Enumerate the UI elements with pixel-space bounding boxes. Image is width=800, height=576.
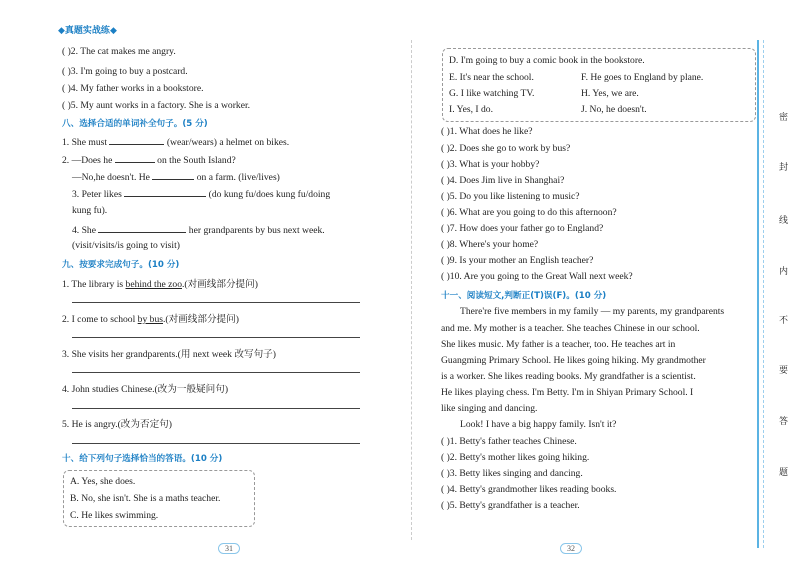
- q-item: ( )10. Are you going to the Great Wall next week?: [441, 271, 633, 282]
- q-item: ( )7. How does your father go to England?: [441, 223, 604, 234]
- s9-q1: [62, 276, 258, 290]
- s8-q2: [62, 153, 236, 166]
- s8-q2-text-c: —No,he doesn't. He: [72, 172, 150, 183]
- s8-q4-text-a: 4. She: [72, 225, 96, 236]
- margin-char: 不: [779, 316, 789, 326]
- margin-char: 答: [779, 417, 789, 427]
- s9-q3: 3. She visits her grandparents.(用 next week 改写句子): [62, 349, 276, 360]
- s8-q1-text-a: 1. She must: [62, 137, 108, 148]
- s8-q4-options: (visit/visits/is going to visit): [72, 240, 180, 251]
- tf-item: ( )2. Betty's mother likes going hiking.: [441, 452, 590, 463]
- s8-q3-text-a: 3. Peter likes: [72, 189, 122, 200]
- tf-item: ( )1. Betty's father teaches Chinese.: [441, 436, 577, 447]
- diamond-icon: ◆: [109, 26, 117, 36]
- passage-line: and me. My mother is a teacher. She teaches Chinese in our school.: [441, 323, 700, 334]
- passage-line: He likes playing chess. I'm Betty. I'm in Shiyan Primary School. I: [441, 387, 694, 398]
- s9-q4: 4. John studies Chinese.(改为一般疑问句): [62, 384, 229, 395]
- s8-q3-text-b: (do kung fu/does kung fu/doing: [208, 189, 331, 200]
- answer-line[interactable]: [72, 372, 360, 373]
- answer-line[interactable]: [72, 337, 360, 338]
- seal-dashed-line: [763, 40, 764, 548]
- option-j: J. No, he doesn't.: [581, 104, 647, 115]
- page-number-left: 31: [218, 543, 240, 554]
- section-header: [58, 23, 117, 36]
- option-i: I. Yes, I do.: [449, 104, 493, 115]
- answer-line[interactable]: [72, 443, 360, 444]
- option-a: A. Yes, she does.: [70, 476, 136, 487]
- tf-item: ( )5. Betty's grandfather is a teacher.: [441, 500, 580, 511]
- q-item: ( )2. Does she go to work by bus?: [441, 143, 571, 154]
- s9-q2-text-a: 2. I come to school: [62, 314, 138, 325]
- q-item: ( )9. Is your mother an English teacher?: [441, 255, 594, 266]
- tf-item: ( )3. Betty likes singing and dancing.: [441, 468, 583, 479]
- s8-q3-cont: kung fu).: [72, 205, 108, 216]
- option-f: F. He goes to England by plane.: [581, 72, 704, 83]
- passage-line: She likes music. My father is a teacher, too. He teaches art in: [441, 339, 676, 350]
- s8-q1-text-b: (wear/wears) a helmet on bikes.: [166, 137, 290, 148]
- s9-q5: 5. He is angry.(改为否定句): [62, 419, 172, 430]
- s8-q4: [72, 223, 325, 236]
- q-item: ( )6. What are you going to do this afternoon?: [441, 207, 617, 218]
- q-item: ( )5. Do you like listening to music?: [441, 191, 580, 202]
- passage-line: Guangming Primary School. He likes going hiking. My grandmother: [441, 355, 706, 366]
- option-e: E. It's near the school.: [449, 72, 534, 83]
- s9-q1-underlined: behind the zoo: [125, 279, 182, 290]
- answer-line[interactable]: [72, 408, 360, 409]
- s7-item-5: ( )5. My aunt works in a factory. She is a worker.: [62, 100, 251, 111]
- page-number-right: 32: [560, 543, 582, 554]
- seal-bar: [757, 40, 759, 548]
- s8-q4-text-b: her grandparents by bus next week.: [188, 225, 325, 236]
- answer-blank[interactable]: [98, 223, 186, 233]
- diamond-icon: ◆: [58, 26, 65, 36]
- q-item: ( )4. Does Jim live in Shanghai?: [441, 175, 565, 186]
- margin-char: 要: [779, 366, 789, 376]
- margin-char: 题: [779, 468, 789, 478]
- s7-item-4: ( )4. My father works in a bookstore.: [62, 83, 204, 94]
- q-item: ( )3. What is your hobby?: [441, 159, 540, 170]
- s8-q3: [72, 187, 330, 200]
- q-item: ( )8. Where's your home?: [441, 239, 539, 250]
- section10-title: 十、给下列句子选择恰当的答语。(10 分): [62, 454, 223, 464]
- option-c: C. He likes swimming.: [70, 510, 159, 521]
- s8-q2-text-a: 2. —Does he: [62, 155, 113, 166]
- passage-line: is a worker. She likes reading books. My grandfather is a scientist.: [441, 371, 696, 382]
- option-g: G. I like watching TV.: [449, 88, 535, 99]
- section8-title: 八、选择合适的单词补全句子。(5 分): [62, 119, 208, 129]
- margin-char: 封: [779, 163, 789, 173]
- s7-item-2: ( )2. The cat makes me angry.: [62, 46, 176, 57]
- answer-blank[interactable]: [124, 187, 206, 197]
- passage-line: Look! I have a big happy family. Isn't it?: [460, 419, 617, 430]
- margin-char: 内: [779, 267, 789, 277]
- s8-q1: [62, 135, 289, 148]
- section9-title: 九、按要求完成句子。(10 分): [62, 260, 180, 270]
- answer-blank[interactable]: [115, 153, 155, 163]
- tf-item: ( )4. Betty's grandmother likes reading books.: [441, 484, 617, 495]
- s8-q2-text-b: on the South Island?: [157, 155, 236, 166]
- answer-line[interactable]: [72, 302, 360, 303]
- option-d: D. I'm going to buy a comic book in the bookstore.: [449, 55, 645, 66]
- margin-char: 密: [779, 113, 789, 123]
- answer-blank[interactable]: [152, 170, 194, 180]
- s7-item-3: ( )3. I'm going to buy a postcard.: [62, 66, 188, 77]
- column-divider: [411, 40, 412, 540]
- s9-q2: [62, 311, 239, 325]
- s9-q2-text-b: .(对画线部分提问): [163, 314, 239, 325]
- q-item: ( )1. What does he like?: [441, 126, 533, 137]
- s9-q1-text-a: 1. The library is: [62, 279, 126, 290]
- option-b: B. No, she isn't. She is a maths teacher.: [70, 493, 221, 504]
- margin-char: 线: [779, 216, 789, 226]
- s9-q1-text-b: .(对画线部分提问): [182, 279, 258, 290]
- option-h: H. Yes, we are.: [581, 88, 639, 99]
- passage-line: There're five members in my family — my parents, my grandparents: [460, 306, 725, 317]
- s8-q2-text-d: on a farm. (live/lives): [196, 172, 280, 183]
- section11-title: 十一、阅读短文,判断正(T)误(F)。(10 分): [441, 291, 607, 301]
- s8-q2-reply: [72, 170, 280, 183]
- answer-blank[interactable]: [109, 135, 164, 145]
- passage-line: like singing and dancing.: [441, 403, 538, 414]
- s9-q2-underlined: by bus: [137, 314, 163, 325]
- header-title: 真题实战练: [64, 26, 110, 36]
